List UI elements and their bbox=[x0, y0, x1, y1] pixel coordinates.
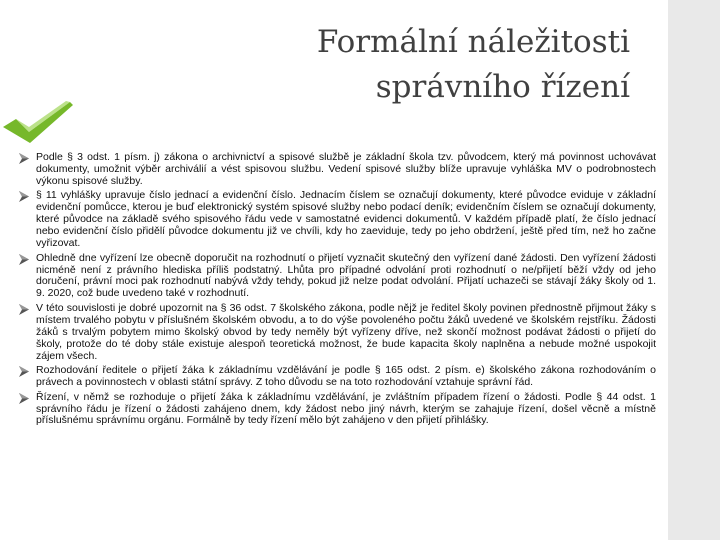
list-item bbox=[18, 303, 656, 363]
arrow-bullet-icon bbox=[18, 304, 30, 315]
arrow-bullet-icon bbox=[18, 393, 30, 404]
list-item-text: Rozhodování ředitele o přijetí žáka k základnímu vzdělávání je podle § 165 odst. 2 písm. e) školského zákona rozhodováním o právech a povinnostech v oblasti státní správy. Z toho důvodu se na toto rozhodování vztahuje správní řád. bbox=[36, 364, 656, 389]
page-title bbox=[317, 20, 630, 110]
list-item-text: Ohledně dne vyřízení lze obecně doporučit na rozhodnutí o přijetí vyznačit skutečný den vyřízení dané žádosti. Den vyřízení žádosti nicméně není z právního hlediska příliš podstatný. Lhůta pro případné odvolání proti rozhodnutí o ne/přijetí běží vždy od jeho doručení, právní moci pak rozhodnutí nabývá vždy tehdy, pokud již nelze podat odvolání. Přijatí uchazeči se stávají žáky školy od 1. 9. 2020, což bude uvedeno také v rozhodnutí. bbox=[36, 251, 656, 300]
list-item-text: V této souvislosti je dobré upozornit na § 36 odst. 7 školského zákona, podle nějž je ředitel školy povinen přednostně přijmout žáky s místem trvalého pobytu v příslušném školském obvodu, a to do výše povoleného počtu žáků uvedené ve školském rejstříku. Žádosti žáků s trvalým pobytem mimo školský obvod by tedy neměly být vyřízeny dříve, než skončí možnost podávat žádosti o přijetí do školy, protože do té doby stále existuje alespoň teoretická možnost, že bude kapacita školy naplněna a nebude možné uspokojit zájem všech. bbox=[36, 301, 656, 362]
arrow-bullet-icon bbox=[18, 366, 30, 377]
title-line-2: správního řízení bbox=[375, 69, 630, 105]
list-item-text: Řízení, v němž se rozhoduje o přijetí žáka k základnímu vzdělávání, je zvláštním případem řízení o žádosti. Podle § 44 odst. 1 správního řádu je řízení o žádosti zahájeno dnem, kdy žádost nebo jiný návrh, kterým se zahajuje řízení, došel věcně a místně příslušnému správnímu orgánu. Formálně by tedy řízení mělo být zahájeno v den přijetí přihlášky. bbox=[36, 390, 656, 427]
content-list bbox=[18, 152, 656, 430]
check-mark-icon bbox=[0, 100, 75, 146]
list-item bbox=[18, 152, 656, 188]
side-band bbox=[668, 0, 720, 540]
list-item-text: Podle § 3 odst. 1 písm. j) zákona o archivnictví a spisové službě je základní škola tzv. původcem, který má povinnost uchovávat dokumenty, umožnit výběr archiválií a vést spisovou službu. Vedení spisové služby blíže upravuje vyhláška MV o podrobnostech výkonu spisové služby. bbox=[36, 151, 656, 187]
list-item bbox=[18, 392, 656, 428]
list-item bbox=[18, 190, 656, 250]
arrow-bullet-icon bbox=[18, 153, 30, 164]
arrow-bullet-icon bbox=[18, 254, 30, 265]
list-item bbox=[18, 253, 656, 301]
arrow-bullet-icon bbox=[18, 191, 30, 202]
list-item bbox=[18, 365, 656, 389]
title-line-1: Formální náležitosti bbox=[316, 24, 630, 60]
list-item-text: § 11 vyhlášky upravuje číslo jednací a evidenční číslo. Jednacím číslem se označují dokumenty, které původce eviduje v základní evidenční pomůcce, kterou je buď elektronický systém spisové služby nebo podací deník; evidenčním číslem se označují dokumenty, které původce na základě svého spisového řádu vede v samostatné evidenci dokumentů. V každém případě platí, že číslo jednací nebo evidenční číslo přidělí původce dokumentu již ve chvíli, kdy ho zaeviduje, tedy po jeho obdržení, ještě před tím, než ho začne vyřizovat. bbox=[36, 189, 656, 250]
